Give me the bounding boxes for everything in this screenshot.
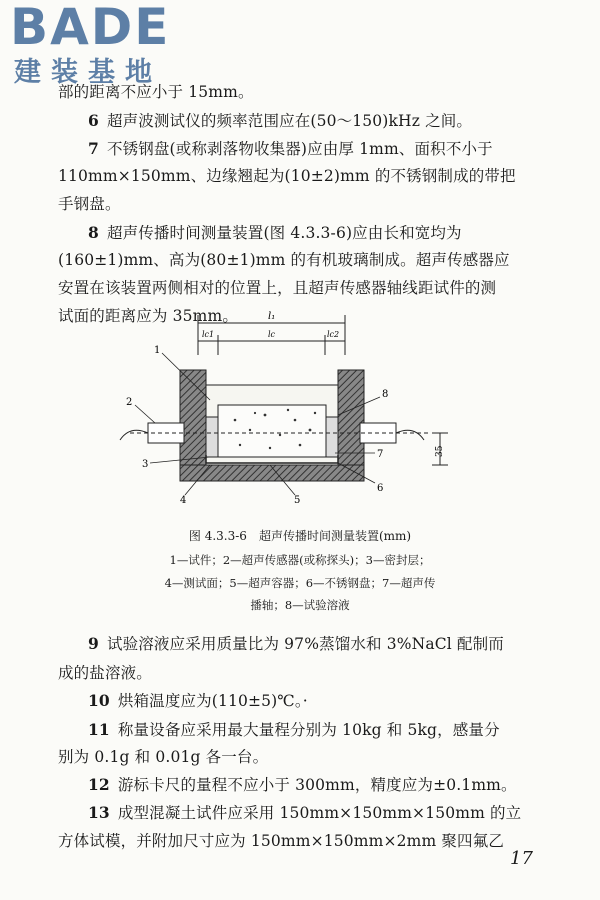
logo-brand: BADE [10,0,171,56]
line-text: 成型混凝土试件应采用 150mm×150mm×150mm 的立 [117,804,522,822]
item-number: 13 [88,803,110,822]
line-text: 试验溶液应采用质量比为 97%蒸馏水和 3%NaCl 配制而 [106,635,504,653]
line-text: 超声波测试仪的频率范围应在(50～150)kHz 之间。 [106,112,473,130]
line-text: 成的盐溶液。 [58,664,152,682]
dim-lc2: lc2 [327,330,340,339]
line-text: (160±1)mm、高为(80±1)mm 的有机玻璃制成。超声传感器应 [58,251,510,269]
figure-legend-line: 4—测试面；5—超声容器；6—不锈钢盘；7—超声传 [164,576,436,590]
text-line [88,801,521,823]
label-2: 2 [126,397,133,408]
solution-right [326,417,338,457]
dim-lc: lc [268,330,276,339]
solution-left [206,417,218,457]
line-text: 方体试模，并附加尺寸应为 150mm×150mm×2mm 聚四氟乙 [58,832,504,850]
line-text: 超声传播时间测量装置(图 4.3.3-6)应由长和宽均为 [106,224,462,242]
dim-lc1: lc1 [202,330,215,339]
item-number: 11 [88,720,110,739]
dim-35: 35 [435,445,445,457]
item-number: 8 [88,223,99,242]
item-number: 6 [88,111,99,130]
line-text: 110mm×150mm、边缘翘起为(10±2)mm 的不锈钢制成的带把 [58,167,516,185]
page-number: 17 [510,848,533,869]
label-7: 7 [377,449,384,460]
text-line [58,745,268,767]
line-text: 称量设备应采用最大量程分别为 10kg 和 5kg，感量分 [117,721,500,739]
text-line [58,80,254,102]
text-line [58,661,152,683]
dim-l1: l₁ [268,311,276,322]
text-line [58,192,121,214]
logo [10,0,180,88]
item-number: 9 [88,634,99,653]
label-8: 8 [382,389,389,400]
line-text: 游标卡尺的量程不应小于 300mm，精度应为±0.1mm。 [117,776,517,794]
text-line [88,718,500,740]
probe-cable-left [120,430,148,440]
item-number: 10 [88,691,110,710]
line-text: 手钢盘。 [58,195,121,213]
figure-caption: 图 4.3.3-6 超声传播时间测量装置(mm) [188,529,412,543]
label-3: 3 [142,459,149,470]
line-text: 部的距离不应小于 15mm。 [58,83,254,101]
item-number: 7 [88,139,99,158]
text-line [58,164,516,186]
label-6: 6 [377,483,384,494]
line-text: 试面的距离应为 35mm。 [58,307,238,325]
label-4: 4 [180,495,187,506]
label-1: 1 [154,345,161,356]
figure-legend-line: 1—试件；2—超声传感器(或称探头)；3—密封层； [169,553,431,567]
line-text: 不锈钢盘(或称剥落物收集器)应由厚 1mm、面积不小于 [106,140,493,158]
line-text: 别为 0.1g 和 0.01g 各一台。 [58,748,269,766]
text-line [88,773,517,795]
ultrasonic-apparatus-diagram [110,305,470,515]
text-line [58,829,504,851]
text-line [88,632,504,654]
text-line [88,137,493,159]
text-line [88,109,472,131]
text-line [58,276,496,298]
item-number: 12 [88,775,110,794]
probe-cable-right [396,430,424,440]
text-line [58,248,510,270]
text-line [88,221,462,243]
logo-subtitle: 建装基地 [14,57,162,88]
label-5: 5 [294,495,301,506]
text-line [88,689,308,711]
line-text: 烘箱温度应为(110±5)℃。· [117,692,308,710]
figure-legend-line: 播轴；8—试验溶液 [250,598,350,612]
line-text: 安置在该装置两侧相对的位置上，且超声传感器轴线距试件的测 [58,279,497,297]
